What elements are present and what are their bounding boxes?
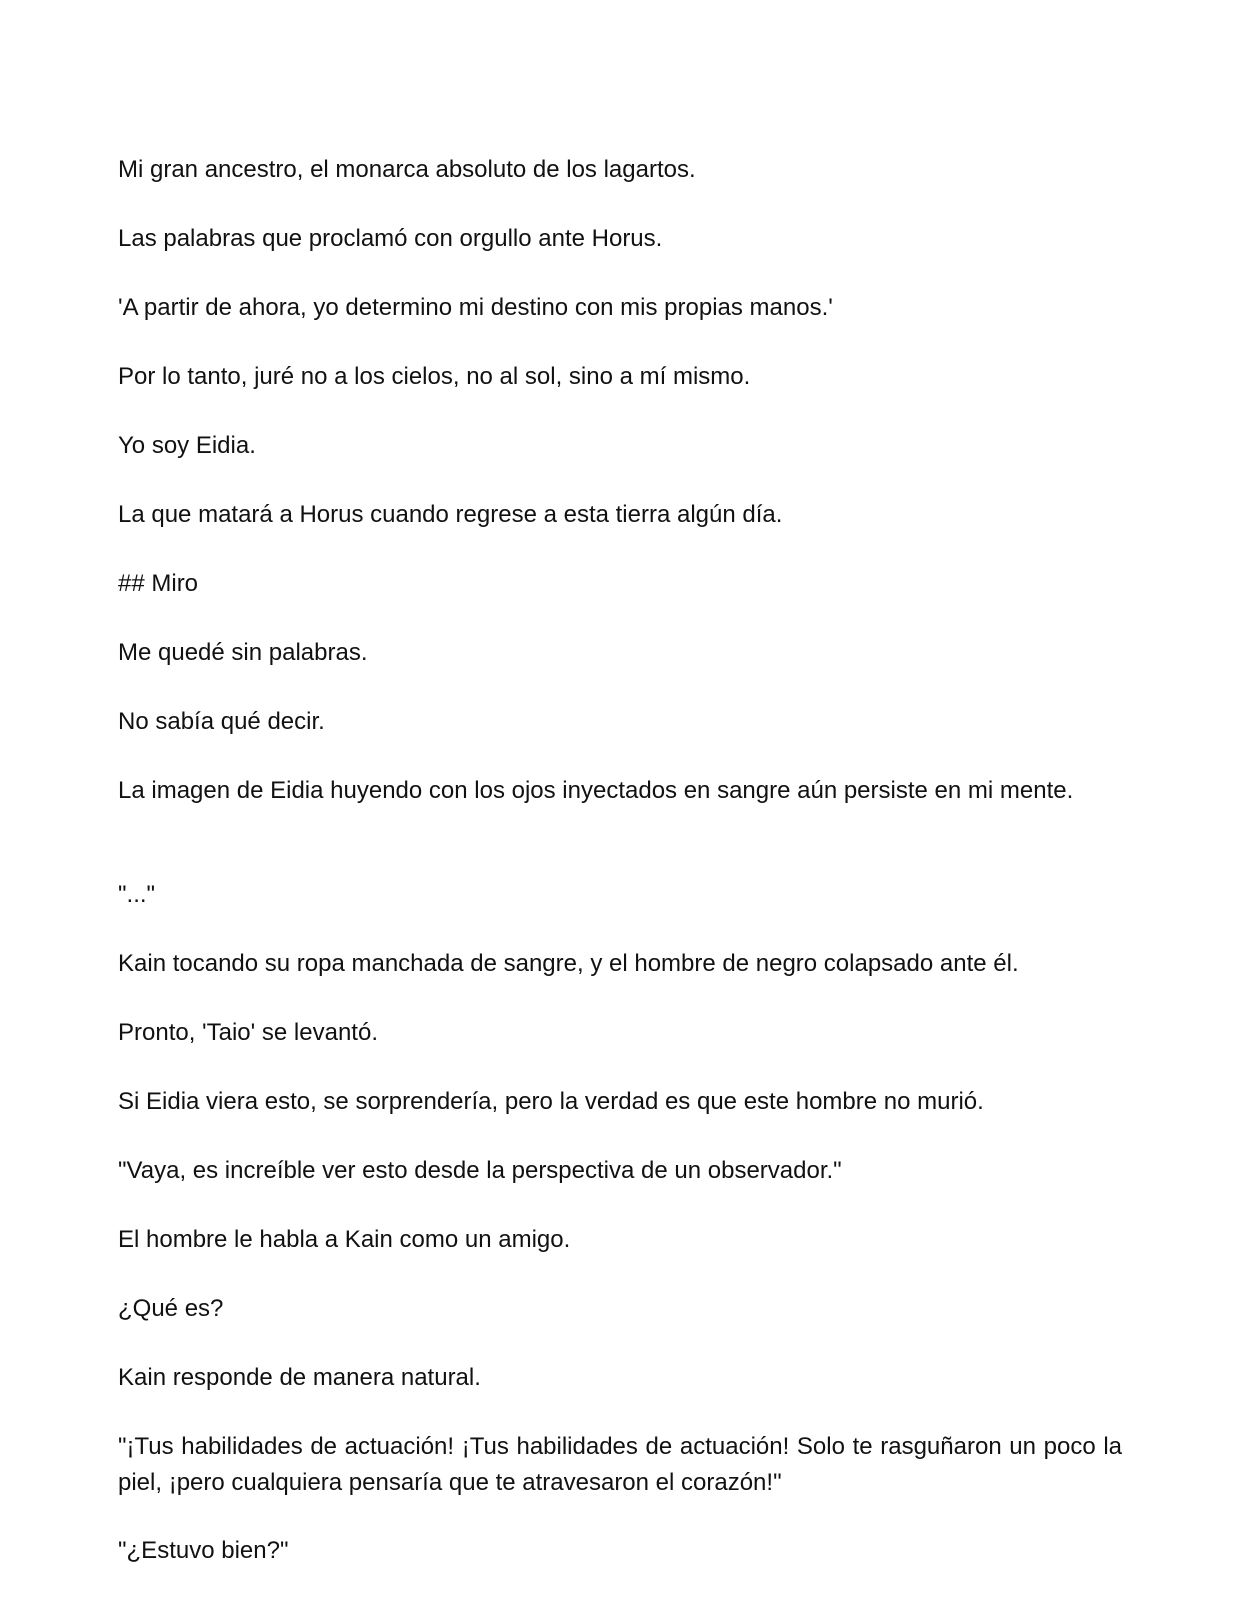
section-heading: ## Miro xyxy=(118,570,199,597)
paragraph: Pronto, 'Taio' se levantó. xyxy=(118,1019,378,1046)
paragraph: "¡Tus habilidades de actuación! ¡Tus habilidades de actuación! Solo te rasguñaron un poco la piel, ¡pero cualquiera pensaría que te atravesaron el corazón!" xyxy=(118,1433,1122,1496)
paragraph: ¿Qué es? xyxy=(118,1295,224,1322)
paragraph: Mi gran ancestro, el monarca absoluto de los lagartos. xyxy=(118,156,696,183)
paragraph: Kain tocando su ropa manchada de sangre, y el hombre de negro colapsado ante él. xyxy=(118,950,1019,977)
paragraph: "..." xyxy=(118,881,156,908)
paragraph: "Vaya, es increíble ver esto desde la perspectiva de un observador." xyxy=(118,1157,842,1184)
paragraph: No sabía qué decir. xyxy=(118,708,325,735)
paragraph: Yo soy Eidia. xyxy=(118,432,256,459)
paragraph: Las palabras que proclamó con orgullo ante Horus. xyxy=(118,225,663,252)
paragraph: Por lo tanto, juré no a los cielos, no al sol, sino a mí mismo. xyxy=(118,363,751,390)
paragraph: Me quedé sin palabras. xyxy=(118,639,368,666)
paragraph: La imagen de Eidia huyendo con los ojos inyectados en sangre aún persiste en mi mente. xyxy=(118,777,1074,804)
paragraph: La que matará a Horus cuando regrese a esta tierra algún día. xyxy=(118,501,783,528)
paragraph: El hombre le habla a Kain como un amigo. xyxy=(118,1226,571,1253)
paragraph: Kain responde de manera natural. xyxy=(118,1364,481,1391)
paragraph: 'A partir de ahora, yo determino mi destino con mis propias manos.' xyxy=(118,294,833,321)
paragraph: "¿Estuvo bien?" xyxy=(118,1537,289,1564)
paragraph: Si Eidia viera esto, se sorprendería, pero la verdad es que este hombre no murió. xyxy=(118,1088,984,1115)
